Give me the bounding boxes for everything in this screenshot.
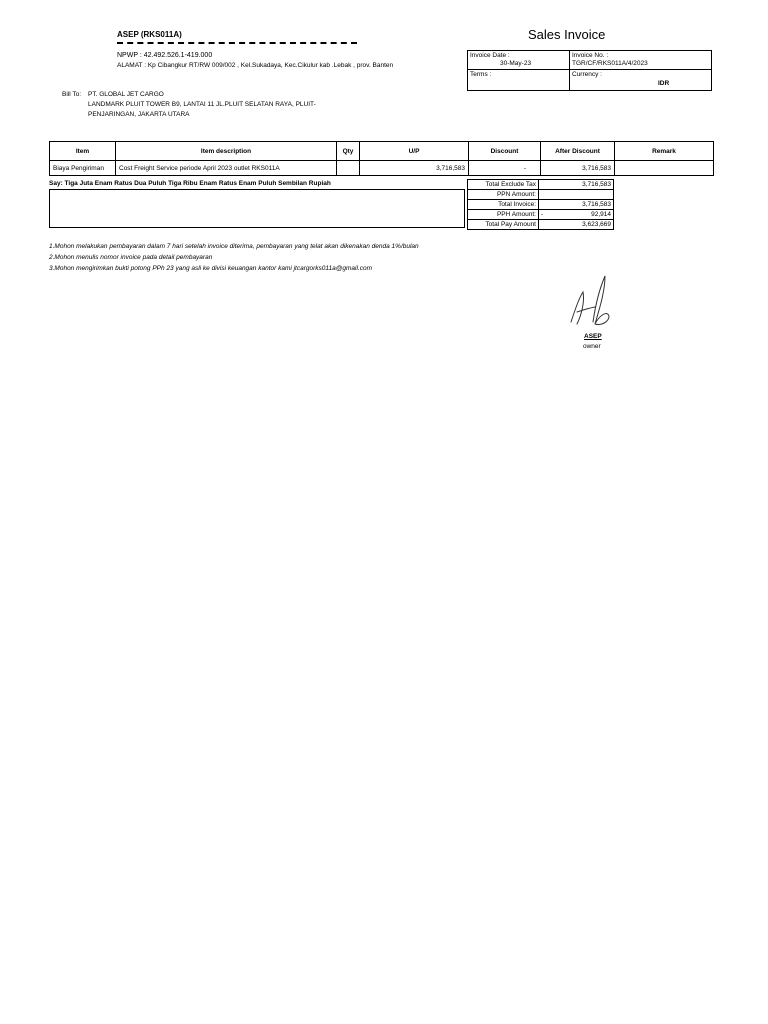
bill-to-line: PENJARINGAN, JAKARTA UTARA (88, 111, 190, 118)
signer-role: owner (583, 343, 601, 350)
pph-sign: - (541, 211, 544, 218)
company-address: ALAMAT : Kp Cibangkur RT/RW 009/002 , Kel.Sukadaya, Kec.Cikulur kab .Lebak , prov. Banten (117, 62, 394, 69)
cell-after-discount: 3,716,583 (541, 161, 615, 176)
pph-amount-value: 92,914 (591, 211, 611, 218)
table-row (50, 161, 714, 176)
total-pay-amount-value: 3,623,669 (539, 220, 614, 230)
cell-remark (615, 161, 714, 176)
cell-unit-price: 3,716,583 (360, 161, 469, 176)
column-header-discount: Discount (469, 142, 541, 161)
column-header-after-discount: After Discount (541, 142, 615, 161)
total-pay-amount-label: Total Pay Amount (468, 220, 539, 230)
cell-description: Cost Freight Service periode April 2023 outlet RKS011A (116, 161, 337, 176)
total-invoice-label: Total Invoice: (468, 200, 539, 210)
signature-image (565, 272, 613, 330)
pph-amount-cell (539, 210, 614, 220)
cell-qty (337, 161, 360, 176)
totals-row (468, 220, 614, 230)
bill-to-line: PT. GLOBAL JET CARGO (88, 91, 164, 98)
column-header-unit-price: U/P (360, 142, 469, 161)
totals-row (468, 200, 614, 210)
total-exclude-tax-value: 3,716,583 (539, 180, 614, 190)
pph-amount-label: PPH Amount: (468, 210, 539, 220)
invoice-no-label: Invoice No. : (572, 52, 609, 59)
invoice-no-value: TGR/CF/RKS011A/4/2023 (572, 60, 648, 67)
note-item: 3.Mohon mengirimkan bukti potong PPh 23 yang asli ke divisi keuangan kantor kami jtcargorks011a@gmail.com (49, 265, 372, 272)
column-header-item: Item (50, 142, 116, 161)
signer-name: ASEP (584, 333, 602, 340)
totals-table (467, 179, 614, 230)
bill-to-line: LANDMARK PLUIT TOWER B9, LANTAI 11 JL.PLUIT SELATAN RAYA, PLUIT- (88, 101, 316, 108)
note-item: 2.Mohon menulis nomor invoice pada detail pembayaran (49, 254, 213, 261)
bill-to-label: Bill To: (62, 91, 82, 98)
total-exclude-tax-label: Total Exclude Tax (468, 180, 539, 190)
company-name: ASEP (RKS011A) (117, 30, 182, 39)
meta-divider-horizontal (468, 69, 711, 70)
line-items-table (49, 141, 714, 176)
cell-discount: - (469, 161, 541, 176)
invoice-meta-box (467, 50, 712, 91)
document-title: Sales Invoice (528, 27, 606, 42)
invoice-date-label: Invoice Date : (470, 52, 510, 59)
total-invoice-value: 3,716,583 (539, 200, 614, 210)
cell-item: Biaya Pengiriman (50, 161, 116, 176)
ppn-amount-value (539, 190, 614, 200)
company-npwp: NPWP : 42.492.526.1-419.000 (117, 52, 213, 59)
note-item: 1.Mohon melakukan pembayaran dalam 7 hari setelah invoice diterima, pembayaran yang telat akan dikenakan denda 1%/bulan (49, 243, 419, 250)
amount-in-words: Say: Tiga Juta Enam Ratus Dua Puluh Tiga Ribu Enam Ratus Enam Puluh Sembilan Rupiah (49, 180, 331, 187)
table-header-row (50, 142, 714, 161)
company-divider (117, 42, 357, 44)
bill-to-address (88, 90, 316, 120)
column-header-description: Item description (116, 142, 337, 161)
totals-row (468, 210, 614, 220)
currency-label: Currency : (572, 71, 602, 78)
ppn-amount-label: PPN Amount: (468, 190, 539, 200)
column-header-remark: Remark (615, 142, 714, 161)
totals-row (468, 180, 614, 190)
invoice-date-value: 30-May-23 (500, 60, 532, 67)
column-header-qty: Qty (337, 142, 360, 161)
terms-label: Terms : (470, 71, 492, 78)
meta-divider-vertical (569, 51, 570, 90)
amount-in-words-box (49, 189, 465, 228)
payment-notes (49, 241, 419, 274)
totals-row (468, 190, 614, 200)
currency-value: IDR (658, 80, 670, 87)
